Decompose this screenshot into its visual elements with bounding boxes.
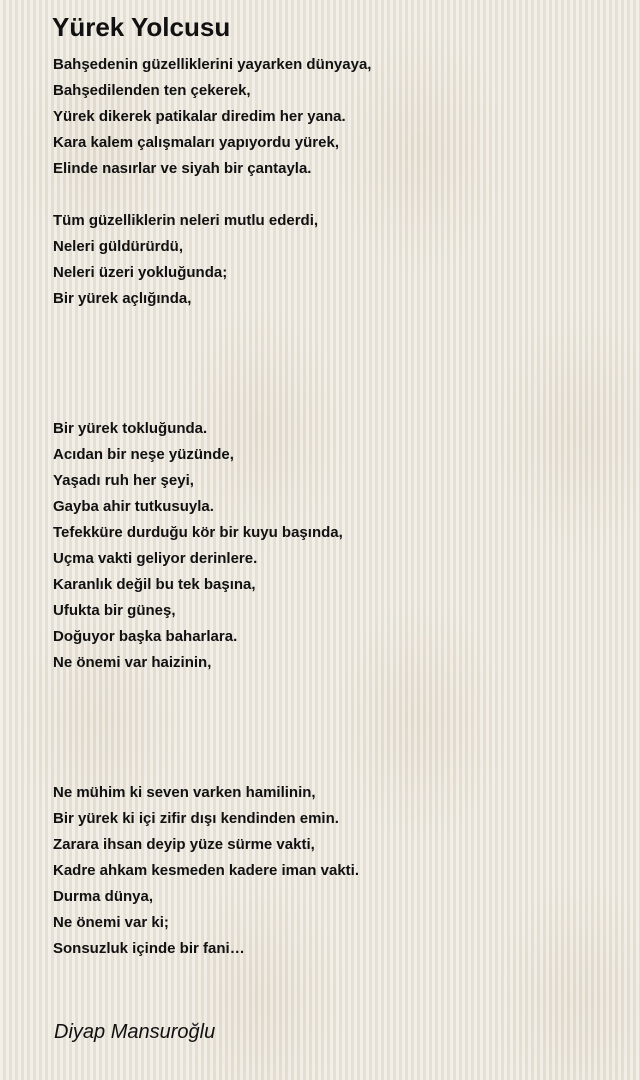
- poem-line: Ne önemi var haizinin,: [53, 654, 212, 671]
- poem-line: Bir yürek ki içi zifir dışı kendinden emin.: [53, 810, 339, 827]
- poem-line: Bir yürek açlığında,: [53, 290, 192, 307]
- poem-line: Uçma vakti geliyor derinlere.: [53, 550, 258, 567]
- poem-line: [53, 702, 613, 728]
- poem-line: [53, 754, 613, 780]
- poem-line: Doğuyor başka baharlara.: [53, 628, 238, 645]
- poem-line: Durma dünya,: [53, 888, 154, 905]
- poem-line: Yürek dikerek patikalar diredim her yana.: [53, 108, 346, 125]
- poem-line: Sonsuzluk içinde bir fani…: [53, 940, 245, 957]
- poem-line: Kara kalem çalışmaları yapıyordu yürek,: [53, 134, 339, 151]
- poem-line: [53, 390, 613, 416]
- poem-line: Karanlık değil bu tek başına,: [53, 576, 256, 593]
- poem-line: Ufukta bir güneş,: [53, 602, 176, 619]
- poem-author: Diyap Mansuroğlu: [54, 1021, 216, 1043]
- poem-line: Bir yürek tokluğunda.: [53, 420, 208, 437]
- poem-line: Neleri güldürürdü,: [53, 238, 184, 255]
- poem-line: Ne mühim ki seven varken hamilinin,: [53, 784, 316, 801]
- poem-line: Acıdan bir neşe yüzünde,: [53, 446, 234, 463]
- poem-line: Gayba ahir tutkusuyla.: [53, 498, 214, 515]
- poem-line: Tefekküre durduğu kör bir kuyu başında,: [53, 524, 343, 541]
- poem-line: Bahşedilenden ten çekerek,: [53, 82, 251, 99]
- poem-line: Elinde nasırlar ve siyah bir çantayla.: [53, 160, 312, 177]
- poem-line: Kadre ahkam kesmeden kadere iman vakti.: [53, 862, 359, 879]
- poem-line: Yaşadı ruh her şeyi,: [53, 472, 194, 489]
- poem-line: [53, 676, 613, 702]
- poem-line: [53, 364, 613, 390]
- poem-body: [53, 52, 613, 962]
- poem-line: Tüm güzelliklerin neleri mutlu ederdi,: [53, 212, 319, 229]
- poem-line: Zarara ihsan deyip yüze sürme vakti,: [53, 836, 315, 853]
- poem-line: Neleri üzeri yokluğunda;: [53, 264, 228, 281]
- poem-line: Ne önemi var ki;: [53, 914, 169, 931]
- poem-title: Yürek Yolcusu: [52, 12, 231, 42]
- poem-line: [53, 338, 613, 364]
- poem-line: Bahşedenin güzelliklerini yayarken dünyaya,: [53, 56, 372, 73]
- poem-line: [53, 312, 613, 338]
- poem-line: [53, 728, 613, 754]
- poem-line: [53, 182, 613, 208]
